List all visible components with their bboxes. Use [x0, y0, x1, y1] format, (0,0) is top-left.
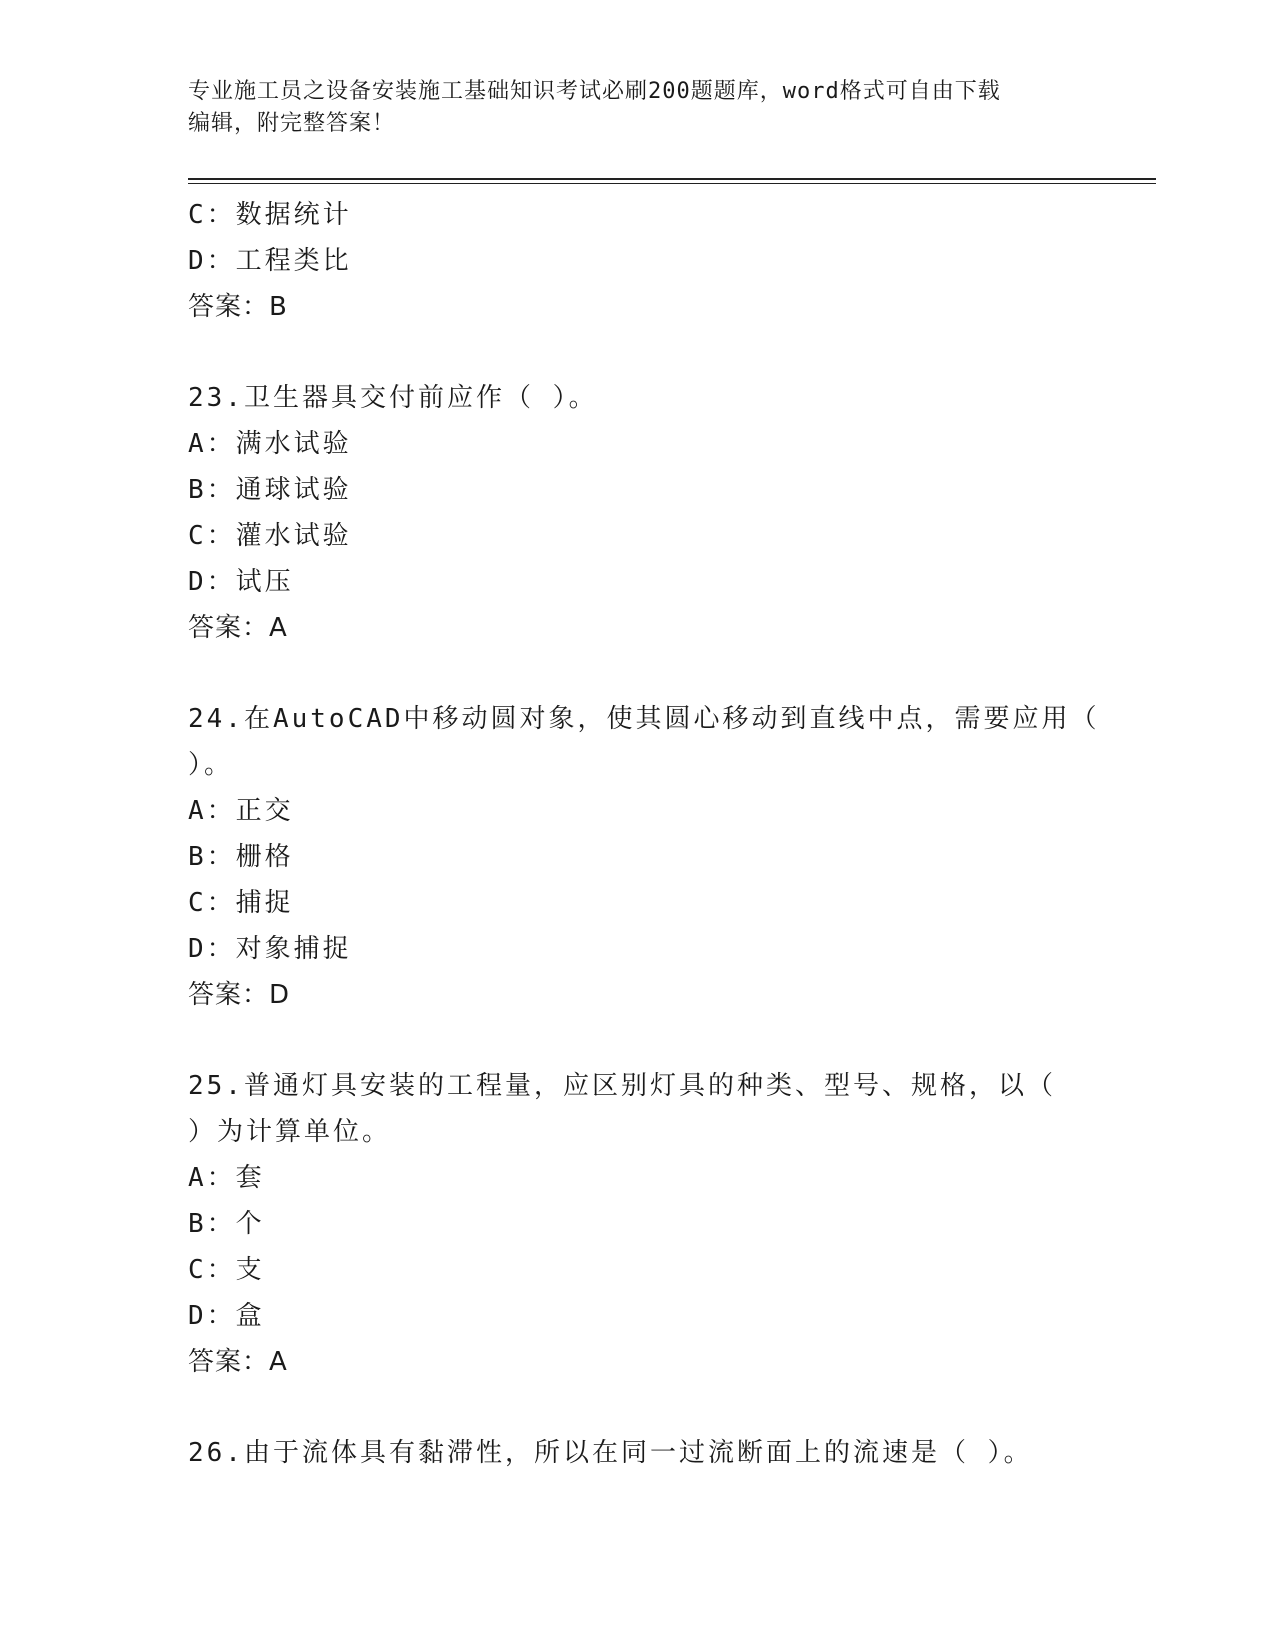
option-b: B：栅格 — [188, 842, 294, 872]
option-c: C：捕捉 — [188, 888, 294, 918]
option-c: C：灌水试验 — [188, 521, 352, 551]
answer-line: 答案：A — [188, 613, 288, 643]
header-line-2: 编辑，附完整答案！ — [188, 111, 396, 136]
option-d: D：对象捕捉 — [188, 934, 352, 964]
header-divider-thin — [188, 183, 1156, 184]
option-c: C：支 — [188, 1255, 265, 1285]
answer-line: 答案：A — [188, 1347, 288, 1377]
option-b: B：个 — [188, 1209, 265, 1239]
question-text-line-2: ）。 — [188, 750, 234, 780]
spacer — [188, 1385, 1088, 1430]
question-block-24 — [188, 696, 1100, 1018]
spacer — [188, 330, 1088, 375]
option-d: D：盒 — [188, 1301, 265, 1331]
answer-line: 答案：D — [188, 980, 291, 1010]
question-text-line-1: 24.在AutoCAD中移动圆对象，使其圆心移动到直线中点，需要应用（ — [188, 704, 1100, 734]
question-text-line-2: ）为计算单位。 — [188, 1117, 392, 1147]
option-d: D：试压 — [188, 567, 294, 597]
question-text: 26.由于流体具有黏滞性，所以在同一过流断面上的流速是（ ）。 — [188, 1438, 1033, 1468]
option-b: B：通球试验 — [188, 475, 352, 505]
header-line-1: 专业施工员之设备安装施工基础知识考试必刷200题题库，word格式可自由下载 — [188, 79, 1001, 104]
question-block-25 — [188, 1063, 1088, 1385]
document-header — [188, 76, 1088, 140]
spacer — [188, 651, 1088, 696]
question-block-26 — [188, 1430, 1088, 1476]
spacer — [188, 1018, 1088, 1063]
question-block-23 — [188, 375, 1088, 651]
option-a: A：套 — [188, 1163, 265, 1193]
option-d: D：工程类比 — [188, 246, 352, 276]
question-text-line-1: 25.普通灯具安装的工程量，应区别灯具的种类、型号、规格，以（ — [188, 1071, 1056, 1101]
question-list — [188, 192, 1100, 1476]
question-block-22 — [188, 192, 1088, 330]
question-text: 23.卫生器具交付前应作（ ）。 — [188, 383, 598, 413]
option-c: C：数据统计 — [188, 200, 352, 230]
option-a: A：正交 — [188, 796, 294, 826]
option-a: A：满水试验 — [188, 429, 352, 459]
header-divider-thick — [188, 178, 1156, 180]
answer-line: 答案：B — [188, 292, 288, 322]
